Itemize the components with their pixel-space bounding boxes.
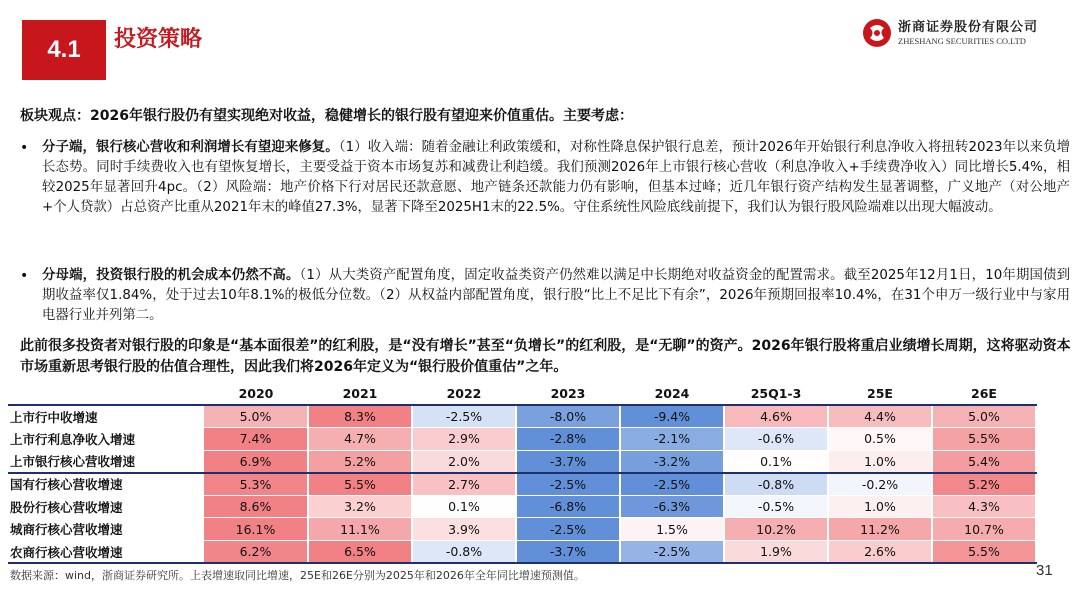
bullet-text: （1）从大类资产配置角度，固定收益类资产仍然难以满足中长期绝对收益资金的配置需求。截至2025年12月1日，10年期国债到期收益率仅1.84%，处于过去10年8.1%的极低分位数。（2）从权益内部配置角度，银行股“比上不足比下有余”，2026年预期回报率10.4%，在31个申万一级行业中与家用电器行业并列第二。: [42, 268, 1070, 323]
table-cell: -0.8%: [724, 473, 828, 496]
table-cell: 4.4%: [828, 405, 932, 428]
table-cell: -3.7%: [516, 450, 620, 473]
table-header-row: [8, 383, 1036, 405]
table-cell: 0.5%: [828, 428, 932, 451]
table-row: [8, 450, 1036, 473]
row-label: 上市银行核心营收增速: [8, 450, 204, 473]
table-cell: 10.2%: [724, 518, 828, 541]
table-cell: -2.5%: [620, 541, 724, 564]
table-cell: -0.5%: [724, 495, 828, 518]
table-cell: 8.6%: [204, 495, 308, 518]
column-header: 2022: [412, 383, 516, 405]
table-cell: 1.5%: [620, 518, 724, 541]
bullet-lead: 分母端，投资银行股的机会成本仍然不高。: [42, 268, 300, 283]
row-label: 上市行利息净收入增速: [8, 428, 204, 451]
table-row: [8, 518, 1036, 541]
page-number: 31: [1036, 562, 1053, 579]
table-corner-header: [8, 383, 204, 405]
table-row: [8, 495, 1036, 518]
table-cell: 3.9%: [412, 518, 516, 541]
table-cell: 7.4%: [204, 428, 308, 451]
bullet-denominator: [20, 266, 1070, 326]
revenue-growth-table: [8, 383, 1037, 564]
bullet-text: （1）收入端：随着金融让利政策缓和，对称性降息保护银行息差，预计2026年开始银行利息净收入将扭转2023年以来负增长态势。同时手续费收入也有望恢复增长，主要受益于资本市场复苏和减费让利趋缓。我们预测2026年上市银行核心营收（利息净收入+手续费净收入）同比增长5.4%，相较2025年显著回升4pc。（2）风险端：地产价格下行对居民还款意愿、地产链条还款能力仍有影响，但基本过峰；近几年银行资产结构发生显著调整，广义地产（对公地产+个人贷款）占总资产比重从2021年末的峰值27.3%，显著下降至2025H1末的22.5%。守住系统性风险底线前提下，我们认为银行股风险端难以出现大幅波动。: [42, 140, 1070, 215]
table-cell: 5.5%: [932, 541, 1036, 564]
bullet-marker: •: [20, 268, 29, 284]
table-cell: -0.8%: [412, 541, 516, 564]
table-cell: 5.5%: [932, 428, 1036, 451]
table-cell: -2.5%: [620, 473, 724, 496]
table-row: [8, 473, 1036, 496]
table-cell: 5.5%: [308, 473, 412, 496]
table-cell: -3.7%: [516, 541, 620, 564]
table-cell: 8.3%: [308, 405, 412, 428]
table-cell: 0.1%: [724, 450, 828, 473]
table-cell: 5.4%: [932, 450, 1036, 473]
table-cell: -0.2%: [828, 473, 932, 496]
table-cell: -6.8%: [516, 495, 620, 518]
table-cell: 6.5%: [308, 541, 412, 564]
zheshang-logo-icon: [862, 18, 892, 48]
table-cell: -0.6%: [724, 428, 828, 451]
table-cell: 11.2%: [828, 518, 932, 541]
table-cell: -2.5%: [412, 405, 516, 428]
table-cell: -9.4%: [620, 405, 724, 428]
bullet-body: [42, 266, 1070, 326]
table-cell: 1.0%: [828, 495, 932, 518]
conclusion-note: 此前很多投资者对银行股的印象是“基本面很差”的红利股，是“没有增长”甚至“负增长”的红利股，是“无聊”的资产。2026年银行股将重启业绩增长周期，这将驱动资本市场重新思考银行股的估值合理性，因此我们将2026年定义为“银行股价值重估”之年。: [20, 338, 1071, 375]
table-cell: 10.7%: [932, 518, 1036, 541]
table-cell: 5.2%: [932, 473, 1036, 496]
table-cell: -3.2%: [620, 450, 724, 473]
table-cell: 4.3%: [932, 495, 1036, 518]
column-header: 2021: [308, 383, 412, 405]
section-number-badge: 4.1: [22, 20, 106, 80]
table-cell: 5.3%: [204, 473, 308, 496]
table-cell: -8.0%: [516, 405, 620, 428]
table-cell: 2.6%: [828, 541, 932, 564]
table-body: [8, 405, 1036, 563]
table-cell: 6.9%: [204, 450, 308, 473]
logo-chinese-name: 浙商证券股份有限公司: [898, 19, 1039, 35]
table-cell: 4.7%: [308, 428, 412, 451]
table-cell: 0.1%: [412, 495, 516, 518]
table-cell: 2.7%: [412, 473, 516, 496]
column-header: 2024: [620, 383, 724, 405]
table-cell: 5.2%: [308, 450, 412, 473]
table-cell: 3.2%: [308, 495, 412, 518]
table-cell: 4.6%: [724, 405, 828, 428]
table-row: [8, 428, 1036, 451]
table-cell: 6.2%: [204, 541, 308, 564]
logo-english-name: ZHESHANG SECURITIES CO.LTD: [898, 35, 1026, 46]
table-cell: -2.5%: [516, 473, 620, 496]
table-cell: 2.9%: [412, 428, 516, 451]
intro-paragraph: 板块观点：2026年银行股仍有望实现绝对收益，稳健增长的银行股有望迎来价值重估。主要考虑：: [20, 108, 633, 124]
bullet-lead: 分子端，银行核心营收和利润增长有望迎来修复。: [42, 140, 339, 155]
table-row: [8, 405, 1036, 428]
row-label: 上市行中收增速: [8, 405, 204, 428]
table-row: [8, 541, 1036, 564]
bullet-body: [42, 138, 1070, 218]
bullet-marker: •: [20, 140, 29, 156]
table-cell: 2.0%: [412, 450, 516, 473]
data-source-note: 数据来源：wind，浙商证券研究所。上表增速取同比增速，25E和26E分别为2025年和2026年全年同比增速预测值。: [10, 569, 585, 582]
column-header: 25E: [828, 383, 932, 405]
bullet-numerator: [20, 138, 1070, 218]
table-cell: -6.3%: [620, 495, 724, 518]
table-cell: 5.0%: [204, 405, 308, 428]
column-header: 25Q1-3: [724, 383, 828, 405]
table-cell: -2.5%: [516, 518, 620, 541]
table-cell: 16.1%: [204, 518, 308, 541]
row-label: 农商行核心营收增速: [8, 541, 204, 564]
row-label: 股份行核心营收增速: [8, 495, 204, 518]
row-label: 城商行核心营收增速: [8, 518, 204, 541]
table-cell: -2.8%: [516, 428, 620, 451]
column-header: 26E: [932, 383, 1036, 405]
row-label: 国有行核心营收增速: [8, 473, 204, 496]
table-cell: -2.1%: [620, 428, 724, 451]
table-cell: 1.0%: [828, 450, 932, 473]
table-cell: 11.1%: [308, 518, 412, 541]
column-header: 2020: [204, 383, 308, 405]
table-cell: 5.0%: [932, 405, 1036, 428]
table-cell: 1.9%: [724, 541, 828, 564]
section-title: 投资策略: [114, 27, 203, 52]
company-logo: [862, 18, 1038, 48]
column-header: 2023: [516, 383, 620, 405]
